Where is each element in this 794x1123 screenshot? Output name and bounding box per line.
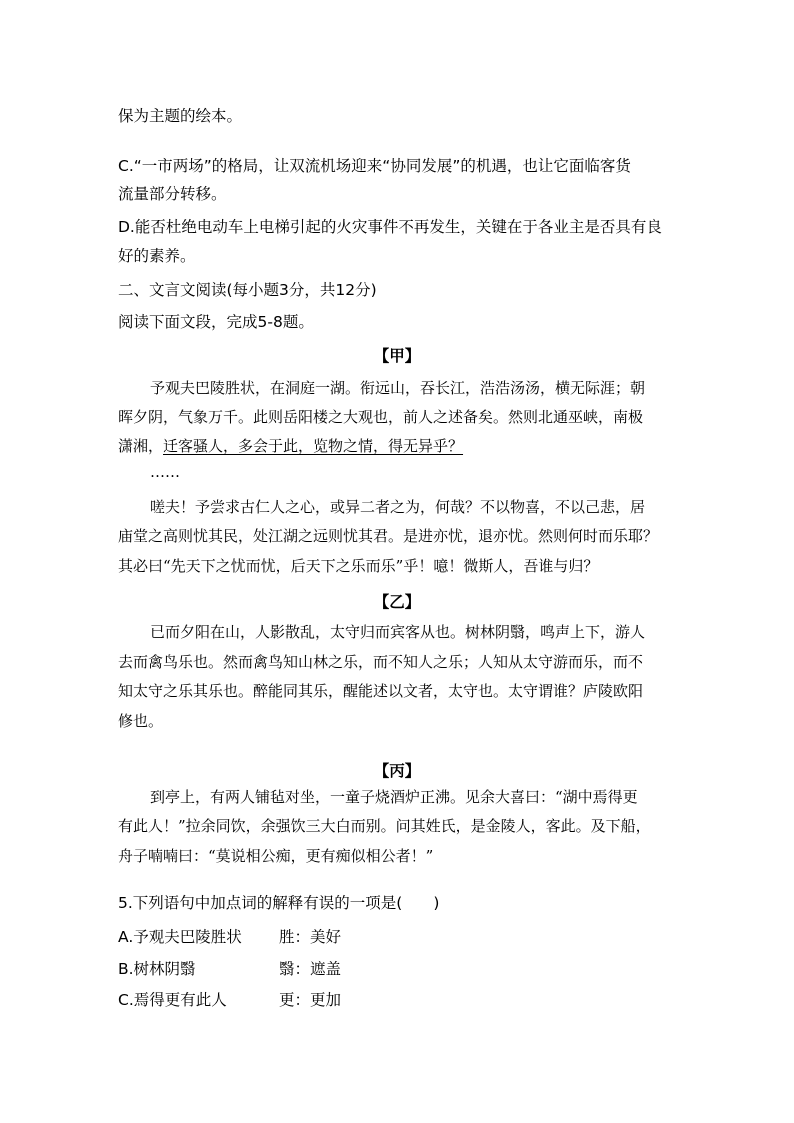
passage-jia-line: 嗟夫！予尝求古仁人之心，或异二者之为，何哉？不以物喜，不以己悲，居	[150, 498, 646, 516]
passage-jia-line: 晖夕阴，气象万千。此则岳阳楼之大观也，前人之述备矣。然则北通巫峡，南极	[118, 408, 644, 426]
passage-jia-title: 【甲】	[373, 347, 421, 365]
passage-bing-line: 舟子喃喃曰：“莫说相公痴，更有痴似相公者！”	[118, 847, 434, 865]
passage-yi-line: 去而禽鸟乐也。然而禽鸟知山林之乐，而不知人之乐；人知从太守游而乐，而不	[118, 653, 644, 671]
option-b-term: B.树林阴翳	[118, 960, 196, 978]
passage-yi-line: 已而夕阳在山，人影散乱，太守归而宾客从也。树林阴翳，鸣声上下，游人	[150, 623, 646, 641]
passage-yi-title: 【乙】	[373, 593, 421, 611]
section-heading: 二、文言文阅读(每小题3分，共12分)	[118, 281, 377, 299]
passage-jia-line	[118, 436, 463, 456]
section-instruction: 阅读下面文段，完成5-8题。	[118, 313, 314, 331]
passage-jia-line: 予观夫巴陵胜状，在洞庭一湖。衔远山，吞长江，浩浩汤汤，横无际涯；朝	[150, 379, 646, 397]
option-a-term: A.予观夫巴陵胜状	[118, 928, 242, 946]
option-c-definition: 更：更加	[279, 991, 342, 1009]
passage-yi-line: 知太守之乐其乐也。醉能同其乐，醒能述以文者，太守也。太守谓谁？庐陵欧阳	[118, 682, 644, 700]
option-d-line1: D.能否杜绝电动车上电梯引起的火灾事件不再发生，关键在于各业主是否具有良	[118, 218, 662, 236]
option-b-definition: 翳：遮盖	[279, 960, 342, 978]
passage-bing-line: 有此人！”拉余同饮，余强饮三大白而别。问其姓氏，是金陵人，客此。及下船，	[118, 817, 651, 835]
passage-jia-text: 潇湘，	[118, 437, 164, 455]
passage-jia-line: 其必曰“先天下之忧而忧，后天下之乐而乐”乎！噫！微斯人，吾谁与归？	[118, 557, 599, 575]
option-c-line1: C.“一市两场”的格局，让双流机场迎来“协同发展”的机遇，也让它面临客货	[118, 157, 631, 175]
underlined-sentence: 迁客骚人，多会于此，览物之情，得无异乎？	[163, 437, 464, 455]
ellipsis: ……	[150, 463, 180, 481]
option-d-line2: 好的素养。	[118, 247, 196, 265]
question-stem: 5.下列语句中加点词的解释有误的一项是( )	[118, 894, 440, 912]
passage-yi-line: 修也。	[118, 712, 164, 730]
option-c-term: C.焉得更有此人	[118, 991, 227, 1009]
passage-bing-line: 到亭上，有两人铺毡对坐，一童子烧酒炉正沸。见余大喜曰：“湖中焉得更	[150, 788, 638, 806]
option-c-line2: 流量部分转移。	[118, 185, 227, 203]
passage-bing-title: 【丙】	[373, 762, 421, 780]
passage-jia-line: 庙堂之高则忧其民，处江湖之远则忧其君。是进亦忧，退亦忧。然则何时而乐耶？	[118, 527, 659, 545]
prev-text-line: 保为主题的绘本。	[118, 107, 243, 125]
option-a-definition: 胜：美好	[279, 928, 342, 946]
